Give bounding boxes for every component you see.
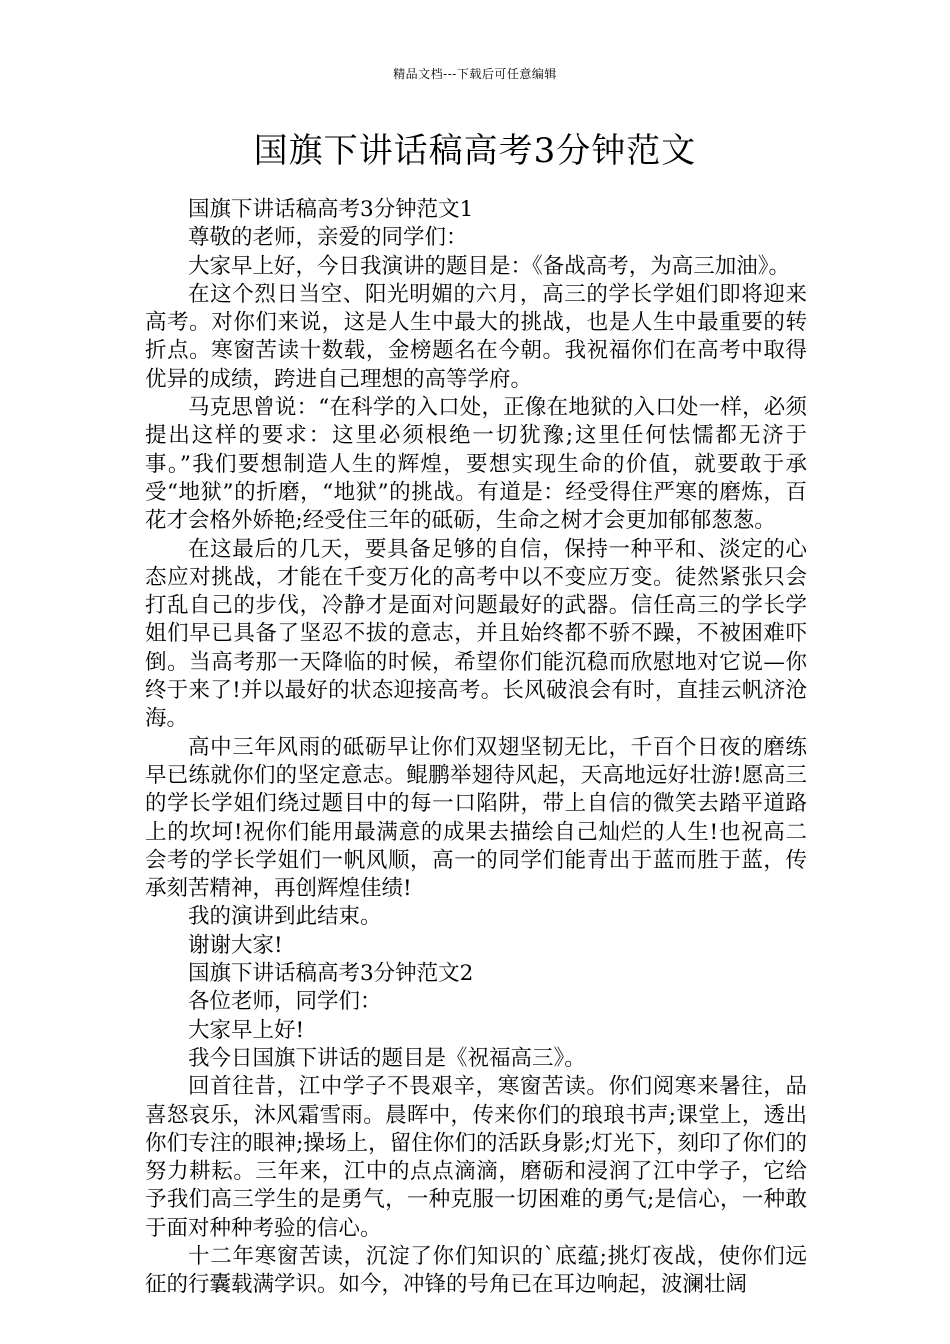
paragraph: 十二年寒窗苦读，沉淀了你们知识的`底蕴;挑灯夜战，使你们远征的行囊载满学识。如今，冲锋的号角已在耳边响起，波澜壮阔 <box>145 1243 807 1298</box>
paragraph: 尊敬的老师，亲爱的同学们： <box>188 225 468 251</box>
paragraph: 谢谢大家! <box>188 932 283 958</box>
paragraph: 在这最后的几天，要具备足够的自信，保持一种平和、淡定的心态应对挑战，才能在千变万化的高考中以不变应万变。徒然紧张只会打乱自己的步伐，冷静才是面对问题最好的武器。信任高三的学长学姐们早已具备了坚忍不拔的意志，并且始终都不骄不躁，不被困难吓倒。当高考那一天降临的时候，希望你们能沉稳而欣慰地对它说—你终于来了!并以最好的状态迎接高考。长风破浪会有时，直挂云帆济沧海。 <box>145 536 807 732</box>
paragraph: 在这个烈日当空、阳光明媚的六月，高三的学长学姐们即将迎来高考。对你们来说，这是人生中最大的挑战，也是人生中最重要的转折点。寒窗苦读十数载，金榜题名在今朝。我祝福你们在高考中取得优异的成绩，跨进自己理想的高等学府。 <box>145 281 807 392</box>
paragraph: 大家早上好，今日我演讲的题目是：《备战高考，为高三加油》。 <box>188 253 791 279</box>
paragraph: 我的演讲到此结束。 <box>188 904 382 930</box>
paragraph: 各位老师，同学们： <box>188 989 382 1015</box>
paragraph: 马克思曾说：“在科学的入口处，正像在地狱的入口处一样，必须提出这样的要求：这里必须根绝一切犹豫;这里任何怯懦都无济于事。”我们要想制造人生的辉煌，要想实现生命的价值，就要敢于承受“地狱”的折磨，“地狱”的挑战。有道是：经受得住严寒的磨炼，百花才会格外娇艳;经受住三年的砥砺，生命之树才会更加郁郁葱葱。 <box>145 395 807 534</box>
paragraph: 回首往昔，江中学子不畏艰辛，寒窗苦读。你们阅寒来暑往，品喜怒哀乐，沐风霜雪雨。晨晖中，传来你们的琅琅书声;课堂上，透出你们专注的眼神;操场上，留住你们的活跃身影;灯光下，刻印了你们的努力耕耘。三年来，江中的点点滴滴，磨砺和浸润了江中学子，它给予我们高三学生的是勇气，一种克服一切困难的勇气;是信心，一种敢于面对种种考验的信心。 <box>145 1074 807 1241</box>
document-body <box>145 196 807 1300</box>
paragraph: 大家早上好! <box>188 1017 305 1043</box>
document-title: 国旗下讲话稿高考3分钟范文 <box>253 131 697 171</box>
paragraph: 国旗下讲话稿高考3分钟范文2 <box>188 961 474 987</box>
paragraph: 国旗下讲话稿高考3分钟范文1 <box>188 197 474 222</box>
paragraph: 高中三年风雨的砥砺早让你们双翅坚韧无比，千百个日夜的磨练早已练就你们的坚定意志。鲲鹏举翅待风起，天高地远好壮游!愿高三的学长学姐们绕过题目中的每一口陷阱，带上自信的微笑去踏平道路上的坎坷!祝你们能用最满意的成果去描绘自己灿烂的人生!也祝高二会考的学长学姐们一帆风顺，高一的同学们能青出于蓝而胜于蓝，传承刻苦精神，再创辉煌佳绩! <box>145 734 807 902</box>
paragraph: 我今日国旗下讲话的题目是《祝福高三》。 <box>188 1045 586 1071</box>
page-header-note: 精品文档---下载后可任意编辑 <box>393 67 557 81</box>
